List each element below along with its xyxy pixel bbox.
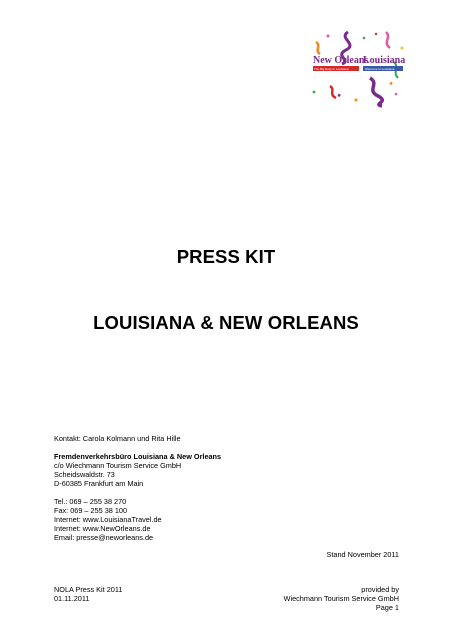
confetti-dot <box>327 35 330 38</box>
footer-provided-by: provided by <box>361 585 399 594</box>
address-line-3: D-60385 Frankfurt am Main <box>54 479 144 489</box>
logo-tag-right: Welcome to Louisiana <box>365 67 395 71</box>
confetti-dot <box>313 91 316 94</box>
confetti-square <box>389 82 392 85</box>
pink-streamer <box>386 32 390 48</box>
confetti-dot <box>375 33 377 35</box>
website-neworleans[interactable]: Internet: www.NewOrleans.de <box>54 524 151 534</box>
new-orleans-louisiana-logo <box>308 28 408 108</box>
footer-doc-name: NOLA Press Kit 2011 <box>54 585 123 594</box>
orange-streamer <box>316 42 320 54</box>
website-louisiana[interactable]: Internet: www.LouisianaTravel.de <box>54 515 162 525</box>
confetti-square <box>338 94 341 97</box>
confetti-dot <box>401 47 404 50</box>
footer-company: Wiechmann Tourism Service GmbH <box>283 594 399 604</box>
address-block <box>54 452 221 488</box>
footer-right <box>284 585 399 612</box>
email[interactable]: Email: presse@neworleans.de <box>54 533 154 543</box>
stand-date: Stand November 2011 <box>326 550 399 559</box>
footer-date: 01.11.2011 <box>54 594 90 604</box>
footer-left <box>54 585 122 603</box>
telephone: Tel.: 069 – 255 38 270 <box>54 497 127 506</box>
confetti-dot <box>363 37 366 40</box>
address-line-1: c/o Wiechmann Tourism Service GmbH <box>54 461 182 471</box>
logo-word-new-orleans: New Orleans <box>313 55 369 66</box>
address-line-2: Scheidswaldstr. 73 <box>54 470 115 480</box>
press-kit-title: PRESS KIT <box>176 246 276 267</box>
logo-word-louisiana: Louisiana <box>363 55 406 66</box>
confetti-dot <box>355 99 358 102</box>
contact-details <box>54 497 162 542</box>
red-streamer <box>330 86 336 98</box>
purple-streamer-right <box>370 78 382 106</box>
confetti-dot <box>395 93 398 96</box>
footer-page-number: Page 1 <box>375 603 399 613</box>
organization-name: Fremdenverkehrsbüro Louisiana & New Orleans <box>54 452 222 461</box>
logo-tag-left: The Big Easy in Louisiana <box>314 67 349 71</box>
louisiana-new-orleans-title: LOUISIANA & NEW ORLEANS <box>93 312 359 333</box>
contact-line: Kontakt: Carola Kolmann und Rita Hille <box>54 434 181 443</box>
fax: Fax: 069 – 255 38 100 <box>54 506 128 516</box>
